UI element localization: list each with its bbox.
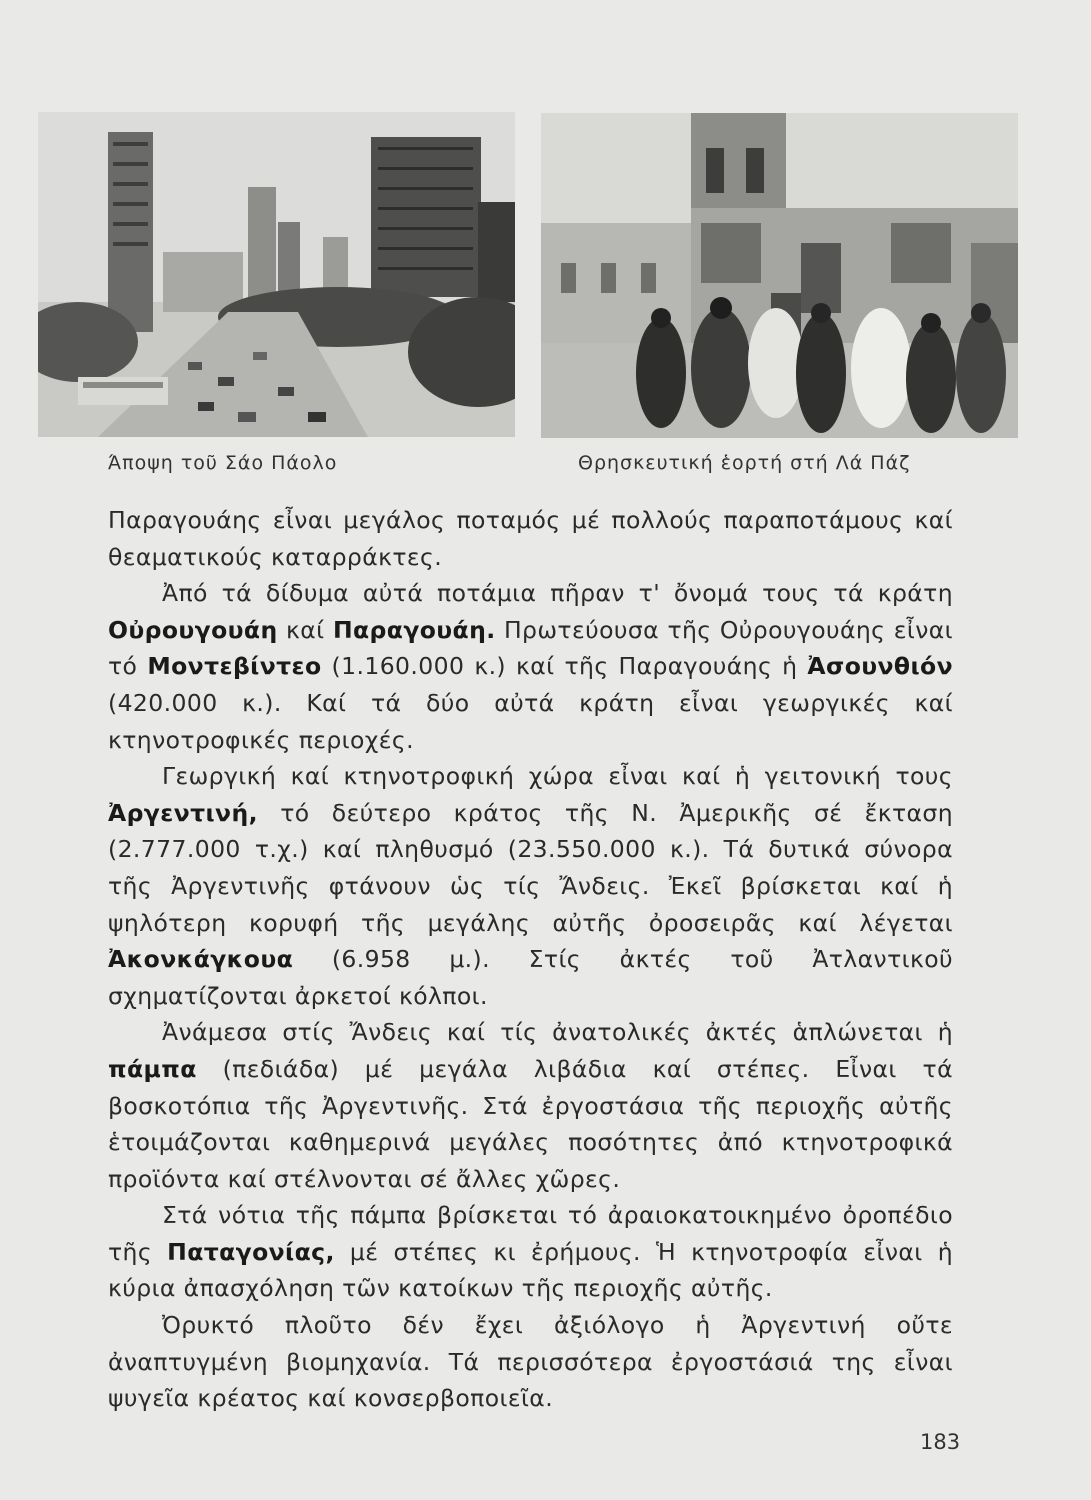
paragraph-text: (420.000 κ.). Καί τά δύο αὐτά κράτη εἶναι γεωργικές καί κτηνοτροφικές περιοχές.: [108, 688, 953, 754]
paragraph-text: τό δεύτερο κράτος τῆς Ν. Ἀμερικῆς σέ ἔκταση (2.777.000 τ.χ.) καί πληθυσμό (23.550.000 κ.). Τά δυτικά σύνορα τῆς Ἀργεντινῆς φτάνουν ὡς τίς Ἄνδεις. Ἐκεῖ βρίσκεται καί ἡ ψηλότερη κορυφή τῆς μεγάλης αὐτῆς ὀροσειρᾶς καί λέγεται: [108, 798, 953, 937]
paragraph-text: Παραγουάης εἶναι μεγάλος ποταμός μέ πολλούς παραποτάμους καί θεαματικούς καταρράκτες.: [108, 506, 953, 571]
paragraph-text: Ὀρυκτό πλοῦτο δέν ἔχει ἀξιόλογο ἡ Ἀργεντινή οὔτε ἀναπτυγμένη βιομηχανία. Τά περισσότερα ἐργοστάσιά της εἶναι ψυγεῖα κρέατος καί κονσερβοποιεῖα.: [108, 1311, 953, 1413]
paragraph-text: Πρωτεύουσα τῆς Οὐρουγουάης εἶναι τό: [108, 615, 954, 681]
paragraph-text: (πεδιάδα) μέ μεγάλα λιβάδια καί στέπες. Εἶναι τά βοσκοτόπια τῆς Ἀργεντινῆς. Στά ἐργοστάσια τῆς περιοχῆς αὐτῆς ἑτοιμάζονται καθημερινά μεγάλες ποσότητες ἀπό κτηνοτροφικά προϊόντα καί στέλνονται σέ ἄλλες χῶρες.: [108, 1054, 953, 1193]
bold-term-uruguay: Οὐρουγουάη: [108, 615, 278, 644]
paragraph-5: [108, 1197, 953, 1307]
paragraph-text: μέ στέπες κι ἐρήμους. Ἡ κτηνοτροφία εἶναι ἡ κύρια ἀπασχόληση τῶν κατοίκων τῆς περιοχῆς αὐτῆς.: [108, 1237, 953, 1303]
bold-term-paraguay: Παραγουάη.: [332, 615, 496, 644]
paragraph-text: (6.958 μ.). Στίς ἀκτές τοῦ Ἀτλαντικοῦ σχηματίζονται ἀρκετοί κόλποι.: [108, 945, 953, 1010]
sao-paulo-photo: [38, 112, 515, 437]
caption-la-paz: Θρησκευτική ἑορτή στή Λά Πάζ: [578, 452, 911, 474]
paragraph-1: [108, 502, 953, 575]
paragraph-text: καί: [277, 615, 333, 644]
bold-term-asuncion: Ἀσουνθιόν: [807, 652, 953, 681]
paragraph-4: [108, 1014, 953, 1197]
sao-paulo-photo-image: [38, 112, 515, 437]
caption-sao-paulo: Άποψη τοῦ Σάο Πάολο: [108, 452, 338, 474]
paragraph-text: Ἀπό τά δίδυμα αὐτά ποτάμια πῆραν τ' ὄνομά τους τά κράτη: [162, 579, 953, 608]
bold-term-pampa: πάμπα: [108, 1054, 197, 1083]
la-paz-photo-image: [541, 113, 1018, 438]
paragraph-2: [108, 575, 953, 758]
body-text: [108, 502, 953, 1417]
bold-term-argentina: Ἀργεντινή,: [108, 798, 258, 827]
paragraph-text: (1.160.000 κ.) καί τῆς Παραγουάης ἡ: [321, 652, 808, 681]
bold-term-aconcagua: Ἀκονκάγκουα: [108, 945, 294, 974]
paragraph-3: [108, 758, 953, 1014]
paragraph-text: Ἀνάμεσα στίς Ἄνδεις καί τίς ἀνατολικές ἀκτές ἁπλώνεται ἡ: [162, 1018, 953, 1047]
page-number: 183: [920, 1430, 961, 1454]
paragraph-text: Στά νότια τῆς πάμπα βρίσκεται τό ἀραιοκατοικημένο ὀροπέδιο τῆς: [108, 1201, 953, 1266]
bold-term-patagonia: Παταγονίας,: [167, 1237, 335, 1266]
la-paz-photo: [541, 113, 1018, 438]
paragraph-text: Γεωργική καί κτηνοτροφική χώρα εἶναι καί ἡ γειτονική τους: [162, 762, 953, 791]
paragraph-6: [108, 1307, 953, 1417]
bold-term-montevideo: Μοντεβίντεο: [147, 652, 322, 681]
